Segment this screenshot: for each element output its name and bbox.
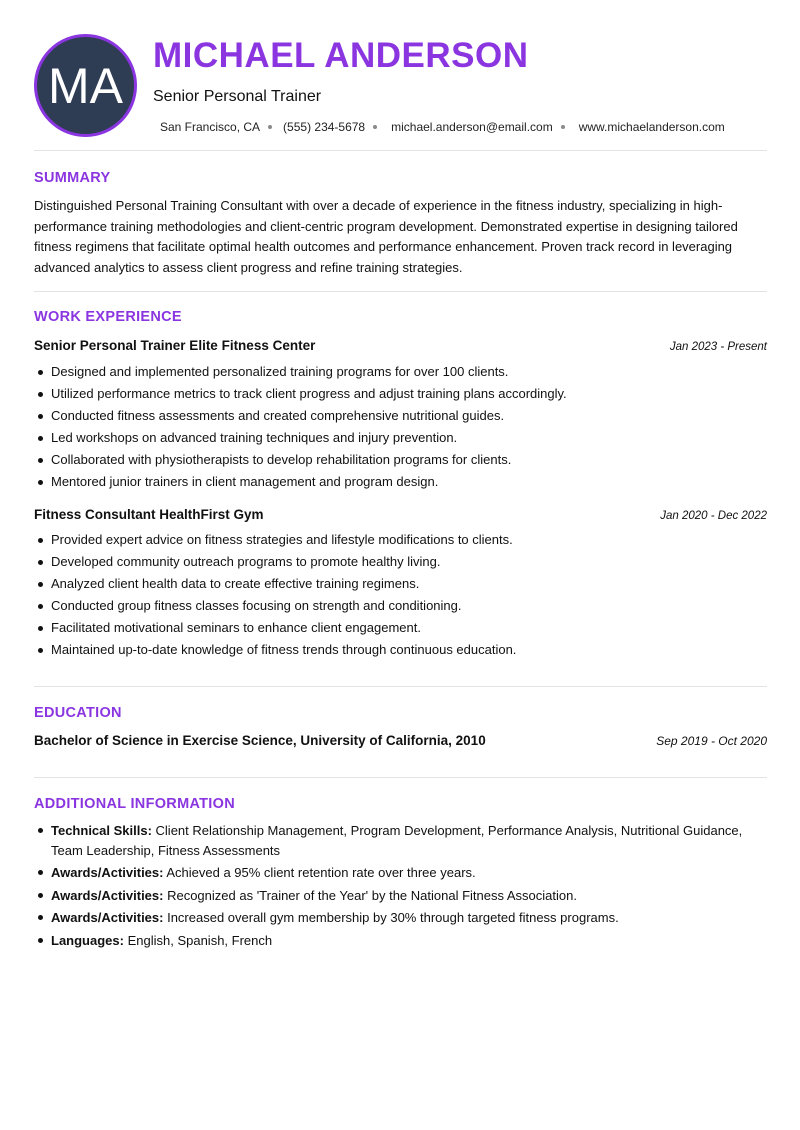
list-item: Conducted fitness assessments and created comprehensive nutritional guides. — [34, 405, 767, 427]
list-item: Utilized performance metrics to track client progress and adjust training plans accordingly. — [34, 383, 767, 405]
item-label: Languages: — [51, 932, 124, 948]
list-item: Mentored junior trainers in client management and program design. — [34, 471, 767, 493]
job-title: Senior Personal Trainer Elite Fitness Center — [34, 338, 316, 353]
list-item — [34, 931, 767, 951]
education-degree: Bachelor of Science in Exercise Science, University of California, 2010 — [34, 733, 486, 748]
item-label: Awards/Activities: — [51, 887, 164, 903]
list-item: Facilitated motivational seminars to enhance client engagement. — [34, 617, 767, 639]
job-dates: Jan 2020 - Dec 2022 — [660, 510, 767, 522]
job-bullets — [34, 361, 767, 493]
list-item: Designed and implemented personalized training programs for over 100 clients. — [34, 361, 767, 383]
contact-email[interactable]: michael.anderson@email.com — [391, 120, 553, 134]
item-text: Achieved a 95% client retention rate over three years. — [163, 865, 476, 880]
divider — [34, 150, 767, 151]
item-label: Awards/Activities: — [51, 865, 164, 880]
contact-website[interactable]: www.michaelanderson.com — [578, 120, 725, 134]
list-item: Led workshops on advanced training techniques and injury prevention. — [34, 427, 767, 449]
summary-text: Distinguished Personal Training Consultant with over a decade of experience in the fitness industry, specializing in high-performance training methodologies and client-centric program development. Demonstrated expertise in designing tailored fitness regimens that facilitate optimal health outcomes and performance enhancement. Proven track record in leveraging advanced analytics to assess client progress and refine training strategies. — [34, 198, 738, 275]
divider — [34, 777, 767, 778]
section-title-experience: WORK EXPERIENCE — [34, 309, 182, 325]
list-item: Maintained up-to-date knowledge of fitness trends through continuous education. — [34, 639, 767, 661]
candidate-role: Senior Personal Trainer — [153, 88, 322, 105]
section-title-education: EDUCATION — [34, 705, 122, 721]
item-label: Technical Skills: — [51, 823, 152, 838]
avatar — [34, 34, 137, 137]
education-dates: Sep 2019 - Oct 2020 — [656, 734, 767, 748]
job-dates: Jan 2023 - Present — [669, 341, 767, 353]
section-title-additional: ADDITIONAL INFORMATION — [34, 796, 235, 812]
item-text: Increased overall gym membership by 30% through targeted fitness programs. — [163, 910, 619, 925]
job-header — [34, 507, 767, 522]
job-header — [34, 338, 767, 353]
job-title: Fitness Consultant HealthFirst Gym — [34, 507, 264, 522]
item-text: English, Spanish, French — [123, 932, 273, 948]
contact-phone[interactable]: (555) 234-5678 — [283, 120, 366, 134]
list-item — [34, 886, 767, 906]
separator-dot-icon — [561, 125, 565, 129]
item-text: Recognized as 'Trainer of the Year' by the National Fitness Association. — [163, 887, 577, 903]
candidate-name: MICHAEL ANDERSON — [153, 36, 529, 75]
list-item: Collaborated with physiotherapists to develop rehabilitation programs for clients. — [34, 449, 767, 471]
list-item: Developed community outreach programs to promote healthy living. — [34, 551, 767, 573]
list-item — [34, 908, 767, 928]
section-title-summary: SUMMARY — [34, 170, 111, 186]
list-item: Provided expert advice on fitness strategies and lifestyle modifications to clients. — [34, 529, 767, 551]
separator-dot-icon — [268, 125, 272, 129]
avatar-initials: MA — [48, 57, 123, 114]
list-item: Analyzed client health data to create effective training regimens. — [34, 573, 767, 595]
item-text: Client Relationship Management, Program Development, Performance Analysis, Nutritional Guidance, Team Leadership, Fitness Assessments — [51, 823, 743, 858]
contact-line — [160, 120, 725, 134]
list-item — [34, 863, 767, 883]
divider — [34, 291, 767, 292]
contact-location: San Francisco, CA — [160, 120, 261, 134]
additional-list — [34, 821, 767, 953]
item-label: Awards/Activities: — [51, 910, 164, 925]
list-item — [34, 821, 767, 860]
education-entry — [34, 733, 767, 748]
separator-dot-icon — [373, 125, 377, 129]
job-bullets — [34, 529, 767, 661]
list-item: Conducted group fitness classes focusing on strength and conditioning. — [34, 595, 767, 617]
divider — [34, 686, 767, 687]
